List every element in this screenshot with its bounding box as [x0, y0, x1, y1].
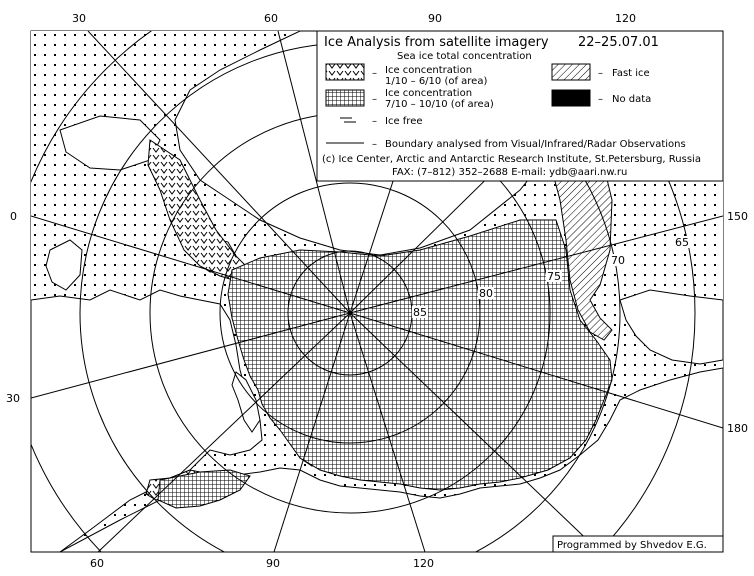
legend — [317, 31, 723, 181]
legend-dash-ice-free: – — [372, 116, 377, 127]
legend-high-line2: 7/10 – 10/10 (of area) — [385, 99, 494, 110]
lon-label-bottom-120: 120 — [413, 557, 434, 570]
legend-swatch-high-concentration — [326, 90, 364, 106]
legend-dash-low: – — [372, 68, 377, 79]
legend-dash-fast-ice: – — [598, 68, 603, 79]
legend-swatch-fast-ice — [552, 64, 590, 80]
lon-label-bottom-60: 60 — [90, 557, 104, 570]
legend-fast-ice: Fast ice — [612, 68, 650, 79]
legend-dash-high: – — [372, 94, 377, 105]
lon-label-top-60: 60 — [264, 12, 278, 25]
lon-label-top-120: 120 — [615, 12, 636, 25]
legend-subtitle: Sea ice total concentration — [397, 51, 532, 62]
lon-label-left-30: 30 — [6, 392, 20, 405]
lat-label-70: 70 — [611, 254, 625, 267]
legend-swatch-no-data — [552, 90, 590, 106]
lon-label-top-30: 30 — [72, 12, 86, 25]
lon-label-bottom-90: 90 — [266, 557, 280, 570]
legend-high-line1: Ice concentration — [385, 88, 473, 99]
legend-date: 22–25.07.01 — [578, 35, 659, 50]
legend-boundary: Boundary analysed from Visual/Infrared/Radar Observations — [385, 139, 686, 150]
lat-label-80: 80 — [479, 287, 493, 300]
legend-dash-boundary: – — [372, 139, 377, 150]
legend-dash-no-data: – — [598, 94, 603, 105]
lat-label-85: 85 — [413, 306, 427, 319]
lon-label-top-90: 90 — [428, 12, 442, 25]
legend-no-data: No data — [612, 94, 652, 105]
legend-swatch-low-concentration — [326, 64, 364, 80]
legend-ice-free: Ice free — [385, 116, 423, 127]
legend-title: Ice Analysis from satellite imagery — [324, 35, 549, 50]
lat-label-65: 65 — [675, 236, 689, 249]
lon-label-left-0: 0 — [10, 210, 17, 223]
legend-low-line1: Ice concentration — [385, 65, 473, 76]
legend-low-line2: 1/10 – 6/10 (of area) — [385, 76, 488, 87]
lon-label-right-150: 150 — [727, 210, 748, 223]
footer-credit: Programmed by Shvedov E.G. — [557, 540, 707, 551]
legend-credit: (c) Ice Center, Arctic and Antarctic Research Institute, St.Petersburg, Russia — [322, 154, 701, 165]
lat-label-75: 75 — [547, 270, 561, 283]
legend-contact: FAX: (7–812) 352–2688 E-mail: ydb@aari.nw.ru — [392, 167, 628, 178]
lon-label-right-180: 180 — [727, 422, 748, 435]
